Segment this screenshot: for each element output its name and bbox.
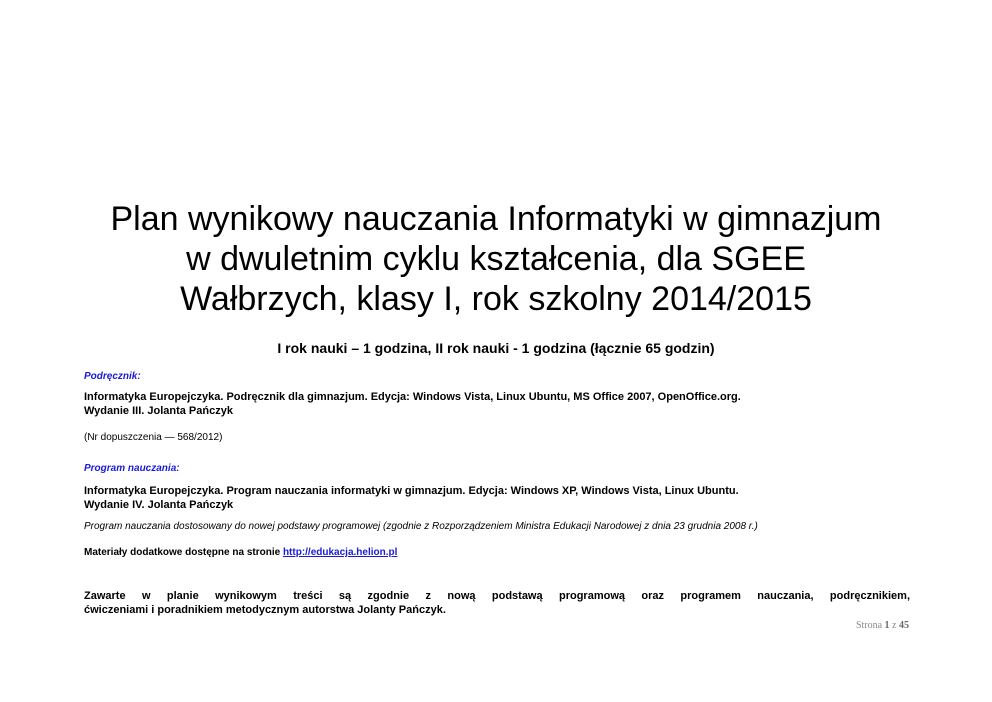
document-title [0,199,992,319]
program-note: Program nauczania dostosowany do nowej podstawy programowej (zgodnie z Rozporządzeniem Ministra Edukacji Narodowej z dnia 23 grudnia 2008 r.) [84,521,758,532]
materials-text: Materiały dodatkowe dostępne na stronie [84,547,283,558]
materials-link[interactable]: http://edukacja.helion.pl [282,547,398,558]
page-number-footer [856,620,909,631]
textbook-approval-number: (Nr dopuszczenia — 568/2012) [84,432,223,443]
statement-line-1: Zawarte w planie wynikowym treści są zgodnie z nową podstawą programową oraz programem nauczania, podręcznikiem, [84,590,910,602]
curriculum-statement [84,589,910,617]
program-line-1: Informatyka Europejczyka. Program nauczania informatyki w gimnazjum. Edycja: Windows XP, Windows Vista, Linux Ubuntu. [84,485,739,497]
textbook-line-1: Informatyka Europejczyka. Podręcznik dla gimnazjum. Edycja: Windows Vista, Linux Ubuntu, MS Office 2007, OpenOffice.org. [84,391,741,403]
document-subtitle: I rok nauki – 1 godzina, II rok nauki - 1 godzina (łącznie 65 godzin) [277,340,715,356]
title-line-2: w dwuletnim cyklu kształcenia, dla SGEE [186,240,806,278]
textbook-description [84,390,914,418]
footer-separator: z [889,620,899,631]
program-description [84,484,914,512]
program-line-2: Wydanie IV. Jolanta Pańczyk [84,499,234,511]
statement-line-2: ćwiczeniami i poradnikiem metodycznym autorstwa Jolanty Pańczyk. [84,604,446,616]
program-label: Program nauczania: [84,463,180,474]
title-line-1: Plan wynikowy nauczania Informatyki w gimnazjum [110,200,882,238]
title-line-3: Wałbrzych, klasy I, rok szkolny 2014/2015 [180,280,812,318]
footer-current-page: 1 [884,620,890,631]
materials-line [84,546,397,559]
textbook-line-2: Wydanie III. Jolanta Pańczyk [84,405,233,417]
footer-total-pages: 45 [899,620,909,631]
textbook-label: Podręcznik: [84,371,141,382]
footer-prefix: Strona [855,620,885,631]
